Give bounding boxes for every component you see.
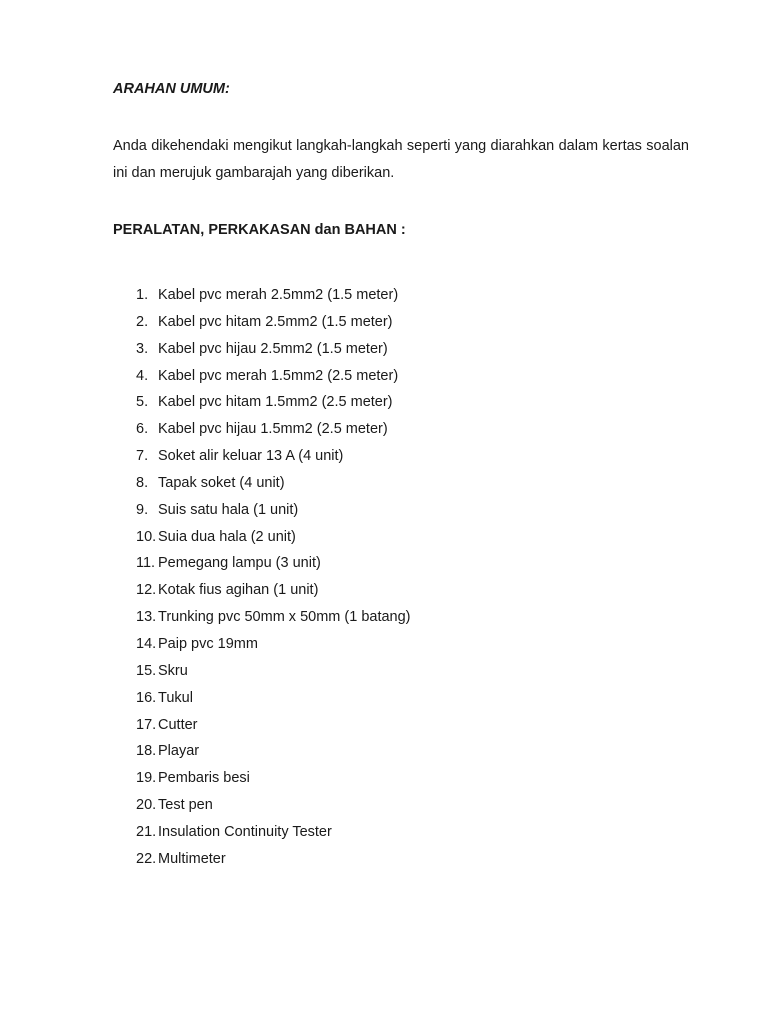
list-item-text: Kabel pvc hitam 1.5mm2 (2.5 meter) — [158, 394, 393, 411]
list-item-number: 7. — [136, 448, 149, 465]
list-item-number: 20. — [136, 797, 157, 814]
list-item-number: 12. — [136, 582, 157, 599]
list-item-text: Kabel pvc merah 2.5mm2 (1.5 meter) — [158, 287, 399, 303]
list-item-text: Cutter — [158, 716, 198, 733]
list-item-text: Suis satu hala (1 unit) — [158, 501, 299, 518]
list-item-text: Soket alir keluar 13 A (4 unit) — [158, 448, 344, 465]
list-item-number: 9. — [136, 501, 149, 518]
list-item-text: Multimeter — [158, 850, 226, 867]
list-item-number: 18. — [136, 743, 157, 760]
list-item-text: Kabel pvc hijau 1.5mm2 (2.5 meter) — [158, 421, 388, 438]
list-item-text: Kabel pvc hijau 2.5mm2 (1.5 meter) — [158, 340, 388, 357]
list-item-number: 15. — [136, 662, 157, 679]
list-item-text: Paip pvc 19mm — [158, 635, 258, 652]
list-item-number: 3. — [136, 340, 149, 357]
list-item-number: 19. — [136, 770, 157, 787]
list-item-number: 17. — [136, 716, 157, 733]
list-item-number: 21. — [136, 823, 157, 840]
list-item-number: 22. — [136, 850, 157, 867]
list-item-text: Pembaris besi — [158, 770, 250, 787]
list-item-text: Test pen — [158, 797, 213, 814]
list-item-number: 2. — [136, 313, 149, 330]
list-item-text: Skru — [158, 662, 188, 679]
list-item-number: 5. — [136, 394, 149, 411]
list-item-number: 13. — [136, 609, 157, 626]
intro-paragraph: Anda dikehendaki mengikut langkah-langkah seperti yang diarahkan dalam kertas soalan ini dan merujuk gambarajah yang diberikan. — [113, 138, 689, 181]
list-item-text: Insulation Continuity Tester — [158, 823, 332, 840]
list-item-number: 10. — [136, 528, 157, 545]
list-item-number: 6. — [136, 421, 149, 438]
list-item-text: Kabel pvc merah 1.5mm2 (2.5 meter) — [158, 367, 399, 384]
list-item-number: 4. — [136, 367, 149, 384]
general-instructions-heading: ARAHAN UMUM: — [113, 81, 230, 97]
list-item-number: 14. — [136, 635, 157, 652]
list-item-number: 11. — [136, 555, 156, 572]
list-item-text: Pemegang lampu (3 unit) — [158, 555, 321, 572]
equipment-heading: PERALATAN, PERKAKASAN dan BAHAN : — [113, 222, 406, 238]
list-item-text: Kabel pvc hitam 2.5mm2 (1.5 meter) — [158, 313, 393, 330]
list-item-text: Playar — [158, 743, 200, 760]
list-item-text: Trunking pvc 50mm x 50mm (1 batang) — [158, 609, 411, 626]
list-item-text: Tukul — [158, 689, 193, 706]
list-item-number: 16. — [136, 689, 157, 706]
list-item-number: 1. — [136, 287, 149, 303]
list-item-text: Suia dua hala (2 unit) — [158, 528, 296, 545]
list-item-text: Kotak fius agihan (1 unit) — [158, 582, 319, 599]
list-item-number: 8. — [136, 474, 149, 491]
list-item-text: Tapak soket (4 unit) — [158, 474, 285, 491]
